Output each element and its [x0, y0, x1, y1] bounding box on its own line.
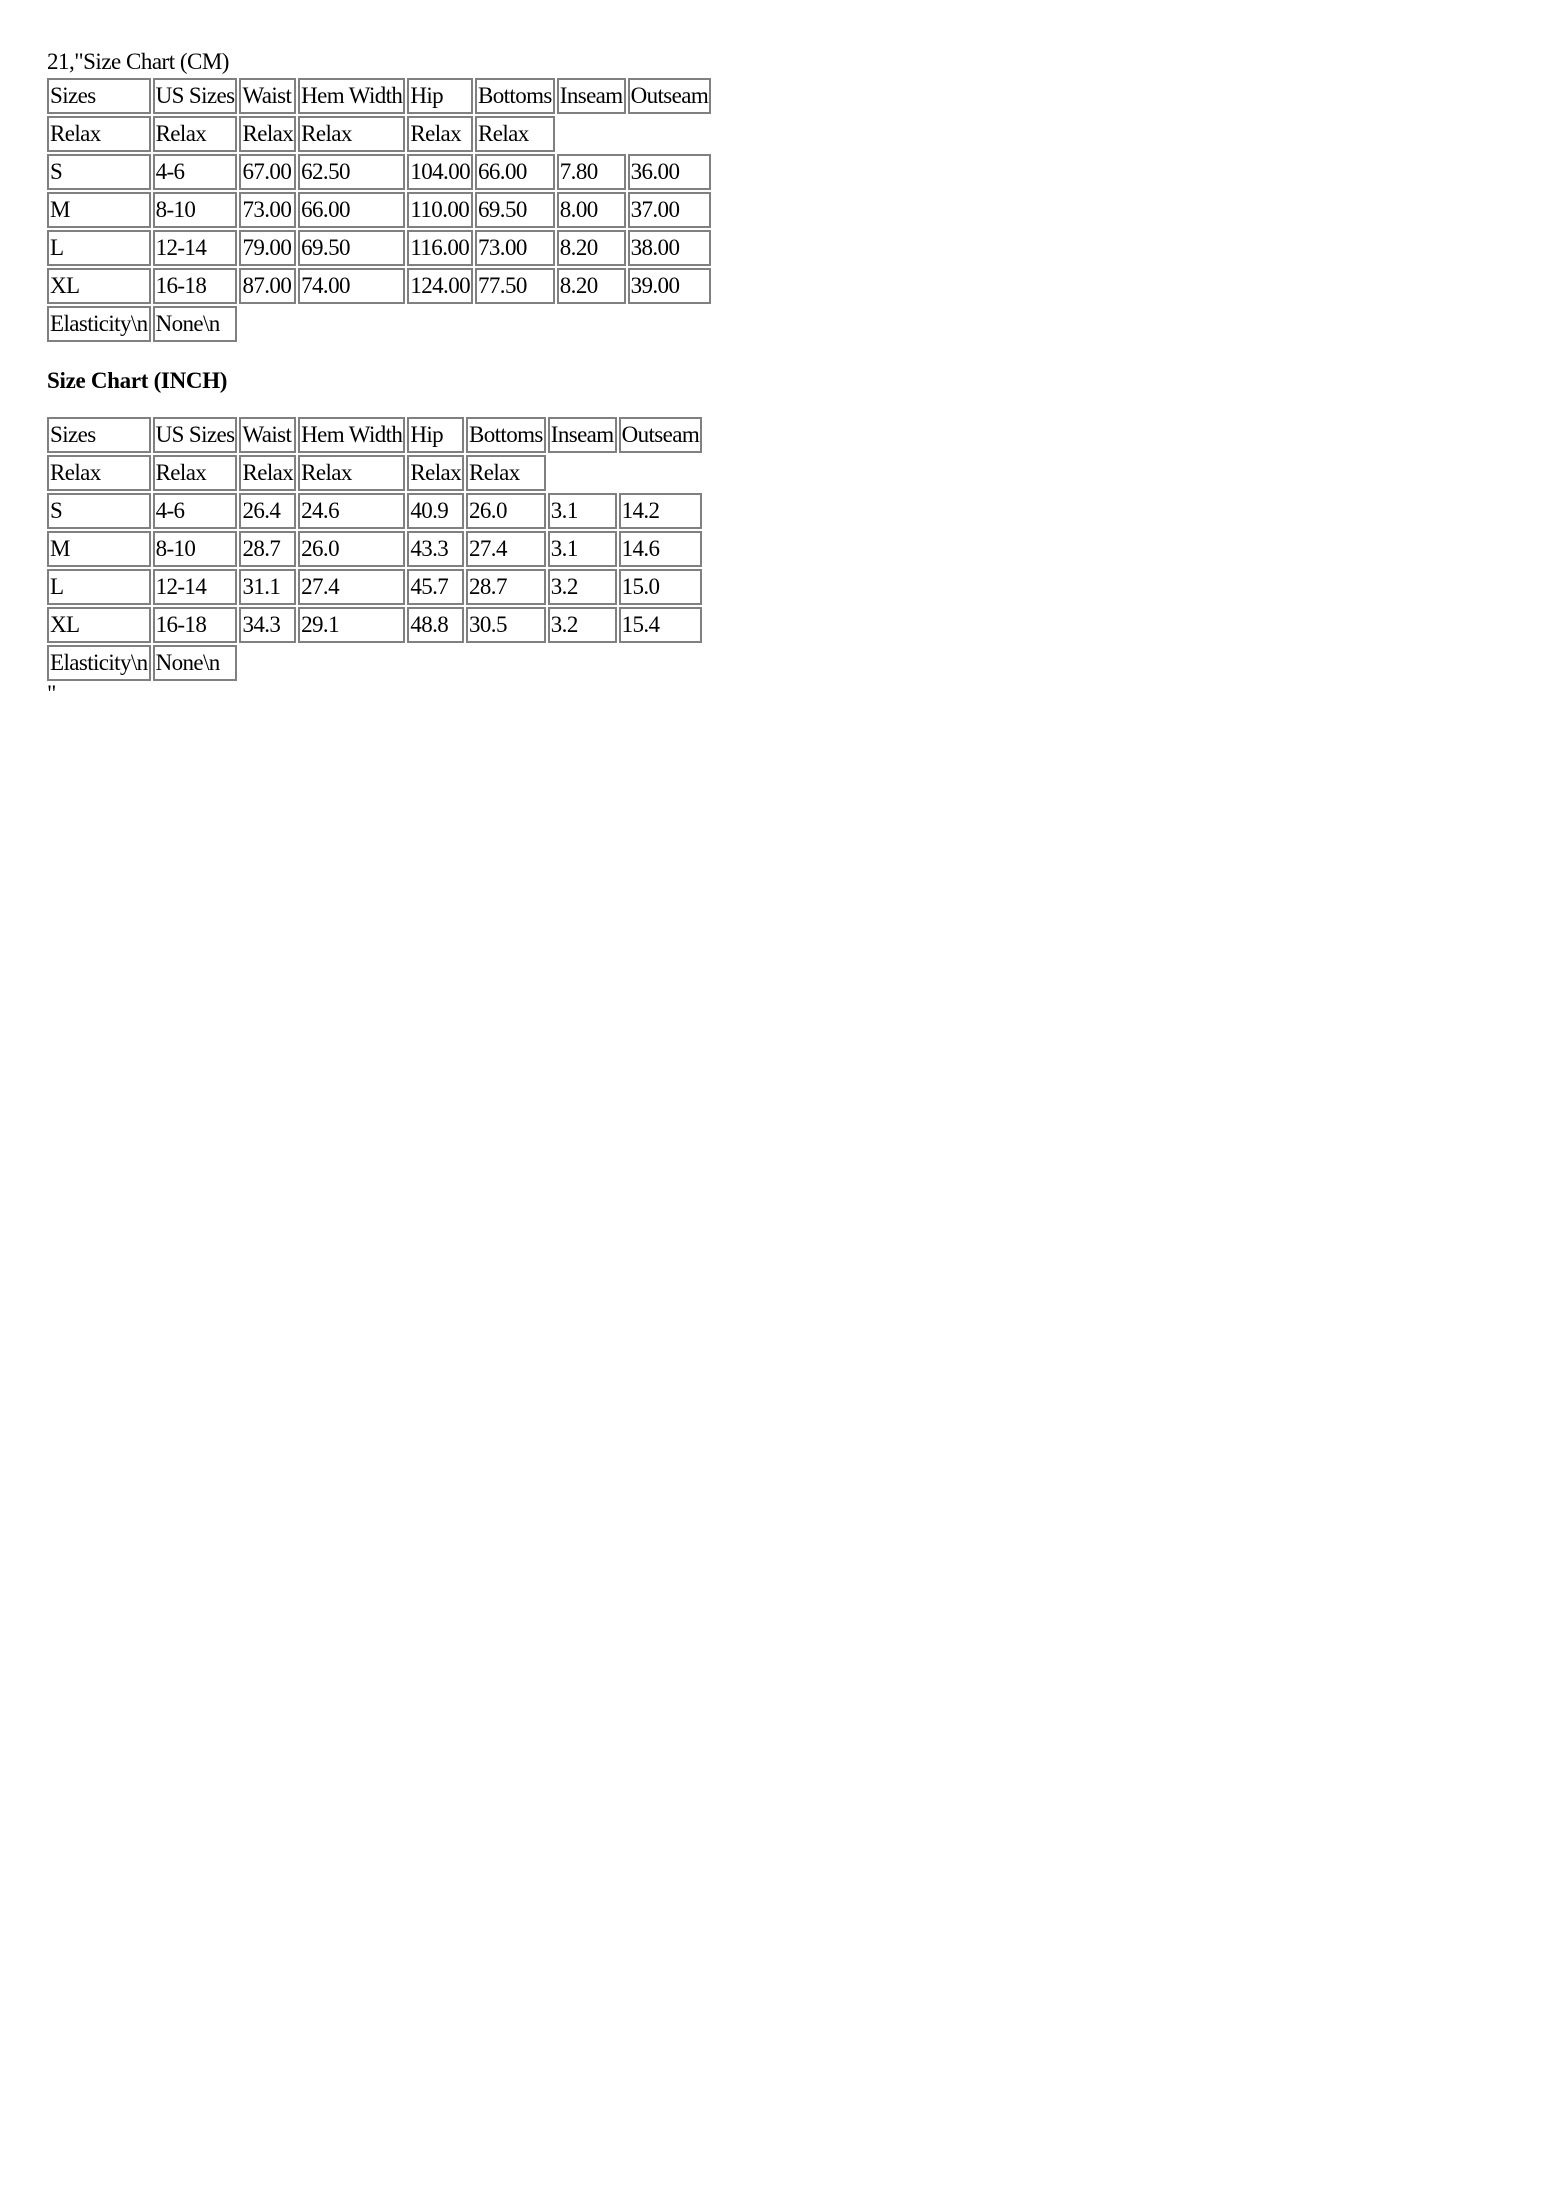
relax-row	[47, 455, 702, 491]
table-cell: 3.1	[548, 493, 617, 529]
table-cell: None\n	[153, 645, 238, 681]
table-header-cell: Hip	[407, 78, 473, 114]
empty-cell	[407, 306, 473, 342]
table-cell: 39.00	[628, 268, 712, 304]
table-cell: L	[47, 569, 151, 605]
table-cell: 69.50	[475, 192, 555, 228]
cm-chart-title: 21,"Size Chart (CM)	[47, 49, 229, 74]
table-cell: 77.50	[475, 268, 555, 304]
table-cell: Relax	[407, 455, 464, 491]
table-cell: 15.0	[619, 569, 703, 605]
table-cell: 66.00	[475, 154, 555, 190]
table-cell: 73.00	[475, 230, 555, 266]
table-cell: 30.5	[466, 607, 546, 643]
table-cell: 3.2	[548, 607, 617, 643]
inch-size-table	[45, 415, 704, 683]
table-cell: 34.3	[239, 607, 296, 643]
table-cell: 67.00	[239, 154, 296, 190]
table-cell: M	[47, 192, 151, 228]
table-cell: Relax	[47, 455, 151, 491]
empty-cell	[628, 116, 712, 152]
table-cell: S	[47, 154, 151, 190]
table-cell: 8.20	[557, 268, 626, 304]
table-cell: Relax	[298, 116, 405, 152]
table-header-cell: Outseam	[628, 78, 712, 114]
table-header-cell: Bottoms	[475, 78, 555, 114]
table-cell: 14.2	[619, 493, 703, 529]
table-cell: 8-10	[153, 192, 238, 228]
table-row	[47, 230, 711, 266]
table-cell: 8.20	[557, 230, 626, 266]
table-row	[47, 154, 711, 190]
table-cell: Relax	[466, 455, 546, 491]
table-cell: None\n	[153, 306, 238, 342]
empty-cell	[407, 645, 464, 681]
table-header-cell: Sizes	[47, 78, 151, 114]
table-cell: 87.00	[239, 268, 296, 304]
table-cell: 3.2	[548, 569, 617, 605]
table-cell: 16-18	[153, 268, 238, 304]
empty-cell	[298, 645, 405, 681]
table-cell: 26.0	[298, 531, 405, 567]
table-header-row	[47, 417, 702, 453]
table-cell: Relax	[407, 116, 473, 152]
empty-cell	[548, 645, 617, 681]
table-header-cell: Waist	[239, 78, 296, 114]
table-cell: 24.6	[298, 493, 405, 529]
table-row	[47, 192, 711, 228]
empty-cell	[466, 645, 546, 681]
table-header-cell: US Sizes	[153, 417, 238, 453]
table-row	[47, 531, 702, 567]
table-cell: 12-14	[153, 569, 238, 605]
table-header-cell: Hem Width	[298, 78, 405, 114]
table-cell: 28.7	[239, 531, 296, 567]
table-cell: XL	[47, 268, 151, 304]
elasticity-row	[47, 645, 702, 681]
empty-cell	[239, 306, 296, 342]
table-cell: 4-6	[153, 493, 238, 529]
cm-size-table	[45, 76, 713, 344]
empty-cell	[619, 645, 703, 681]
table-row	[47, 493, 702, 529]
empty-cell	[548, 455, 617, 491]
table-header-cell: Sizes	[47, 417, 151, 453]
table-cell: 7.80	[557, 154, 626, 190]
table-header-cell: Inseam	[548, 417, 617, 453]
table-cell: 38.00	[628, 230, 712, 266]
table-cell: 3.1	[548, 531, 617, 567]
table-cell: 36.00	[628, 154, 712, 190]
table-cell: Relax	[239, 455, 296, 491]
table-cell: 124.00	[407, 268, 473, 304]
table-header-cell: Inseam	[557, 78, 626, 114]
empty-cell	[239, 645, 296, 681]
table-header-row	[47, 78, 711, 114]
table-cell: 45.7	[407, 569, 464, 605]
empty-cell	[619, 455, 703, 491]
table-cell: 73.00	[239, 192, 296, 228]
table-cell: 4-6	[153, 154, 238, 190]
table-cell: 110.00	[407, 192, 473, 228]
table-cell: 26.4	[239, 493, 296, 529]
table-cell: L	[47, 230, 151, 266]
table-cell: Relax	[153, 116, 238, 152]
table-cell: 116.00	[407, 230, 473, 266]
table-header-cell: Hip	[407, 417, 464, 453]
table-cell: 26.0	[466, 493, 546, 529]
table-cell: 27.4	[466, 531, 546, 567]
table-cell: 37.00	[628, 192, 712, 228]
table-cell: 40.9	[407, 493, 464, 529]
table-cell: Relax	[47, 116, 151, 152]
table-cell: Relax	[153, 455, 238, 491]
table-cell: 48.8	[407, 607, 464, 643]
empty-cell	[557, 306, 626, 342]
table-cell: 62.50	[298, 154, 405, 190]
empty-cell	[628, 306, 712, 342]
table-cell: Elasticity\n	[47, 645, 151, 681]
table-cell: Relax	[239, 116, 296, 152]
table-cell: 8-10	[153, 531, 238, 567]
table-header-cell: Outseam	[619, 417, 703, 453]
table-header-cell: Hem Width	[298, 417, 405, 453]
table-cell: 74.00	[298, 268, 405, 304]
table-row	[47, 268, 711, 304]
table-cell: Relax	[475, 116, 555, 152]
table-cell: 79.00	[239, 230, 296, 266]
table-header-cell: Waist	[239, 417, 296, 453]
table-cell: 27.4	[298, 569, 405, 605]
table-cell: 104.00	[407, 154, 473, 190]
table-cell: 28.7	[466, 569, 546, 605]
table-header-cell: US Sizes	[153, 78, 238, 114]
empty-cell	[298, 306, 405, 342]
table-cell: 43.3	[407, 531, 464, 567]
relax-row	[47, 116, 711, 152]
table-cell: Elasticity\n	[47, 306, 151, 342]
table-cell: S	[47, 493, 151, 529]
table-cell: XL	[47, 607, 151, 643]
empty-cell	[475, 306, 555, 342]
table-cell: 12-14	[153, 230, 238, 266]
table-cell: 66.00	[298, 192, 405, 228]
table-cell: 15.4	[619, 607, 703, 643]
table-header-cell: Bottoms	[466, 417, 546, 453]
table-cell: 69.50	[298, 230, 405, 266]
table-cell: M	[47, 531, 151, 567]
elasticity-row	[47, 306, 711, 342]
empty-cell	[557, 116, 626, 152]
table-cell: 8.00	[557, 192, 626, 228]
closing-quote-mark: "	[47, 681, 57, 706]
document-page	[47, 48, 947, 705]
inch-chart-title: Size Chart (INCH)	[47, 368, 228, 393]
table-cell: 31.1	[239, 569, 296, 605]
table-cell: 29.1	[298, 607, 405, 643]
table-cell: 16-18	[153, 607, 238, 643]
table-cell: 14.6	[619, 531, 703, 567]
table-row	[47, 607, 702, 643]
table-row	[47, 569, 702, 605]
table-cell: Relax	[298, 455, 405, 491]
